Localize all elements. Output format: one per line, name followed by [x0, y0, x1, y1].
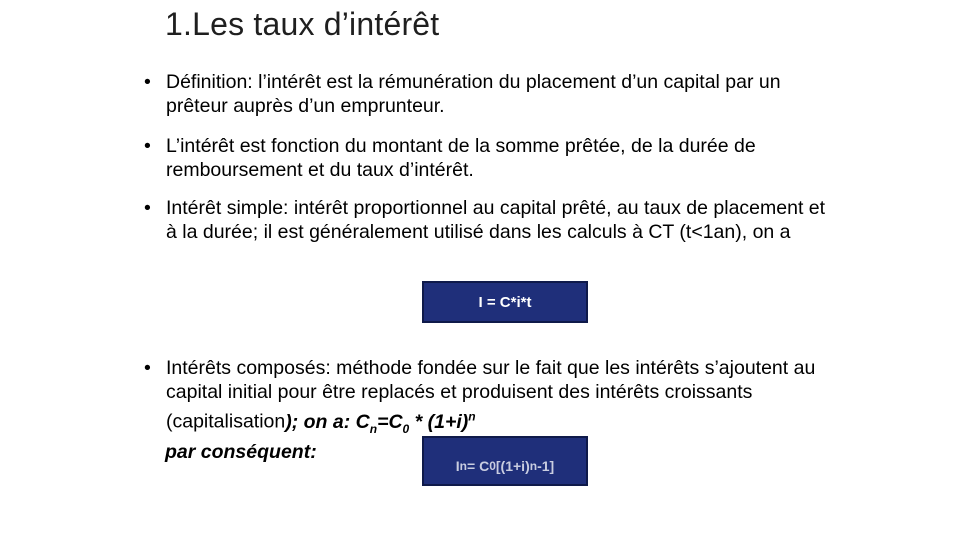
bullet-text: Intérêt simple: intérêt proportionnel au capital prêté, au taux de placement et à la durée; il est généralement utilisé dans les calculs à CT (t<1an), on a	[166, 197, 826, 243]
consequent-label: par conséquent:	[165, 441, 317, 463]
bullet-interets-composes	[144, 356, 834, 440]
bullet-interet-simple	[144, 196, 834, 244]
formula-inline-part: * (1+i)	[409, 410, 469, 433]
formula-inline-part: ); on a: C	[285, 410, 370, 433]
formula-sup: n	[468, 409, 476, 423]
slide-title: 1.Les taux d’intérêt	[165, 6, 440, 42]
bullet-dot: •	[144, 197, 151, 219]
formula-part: I	[455, 458, 460, 474]
bullet-dot: •	[144, 357, 151, 379]
bullet-text-plain: Intérêts composés: méthode fondée sur le fait que les intérêts s’ajoutent au capital initial pour être replacés et produisent des intérêts croissants (capitalisation	[166, 357, 816, 433]
bullet-text: Définition: l’intérêt est la rémunération du placement d’un capital par un prêteur auprès d’un emprunteur.	[166, 71, 781, 117]
bullet-dot: •	[144, 135, 151, 157]
formula-sub: n	[369, 421, 378, 436]
formula-part: [(1+i)	[495, 458, 530, 474]
formula-sub: n	[459, 459, 468, 473]
bullet-fonction	[144, 134, 834, 182]
formula-sup: n	[529, 459, 538, 473]
bullet-text	[166, 356, 834, 440]
formula-inline	[285, 409, 476, 436]
formula-simple-box: I = C*i*t	[422, 281, 588, 323]
formula-inline-part: =C	[377, 410, 403, 433]
bullet-text: L’intérêt est fonction du montant de la somme prêtée, de la durée de remboursement et du taux d’intérêt.	[166, 135, 756, 181]
bullet-dot: •	[144, 71, 151, 93]
formula-part: = C	[467, 458, 490, 474]
formula-sub: 0	[402, 421, 410, 436]
formula-sub: 0	[489, 459, 496, 473]
formula-compound-box	[422, 436, 588, 486]
formula-part: -1]	[537, 458, 555, 474]
bullet-definition	[144, 70, 834, 118]
